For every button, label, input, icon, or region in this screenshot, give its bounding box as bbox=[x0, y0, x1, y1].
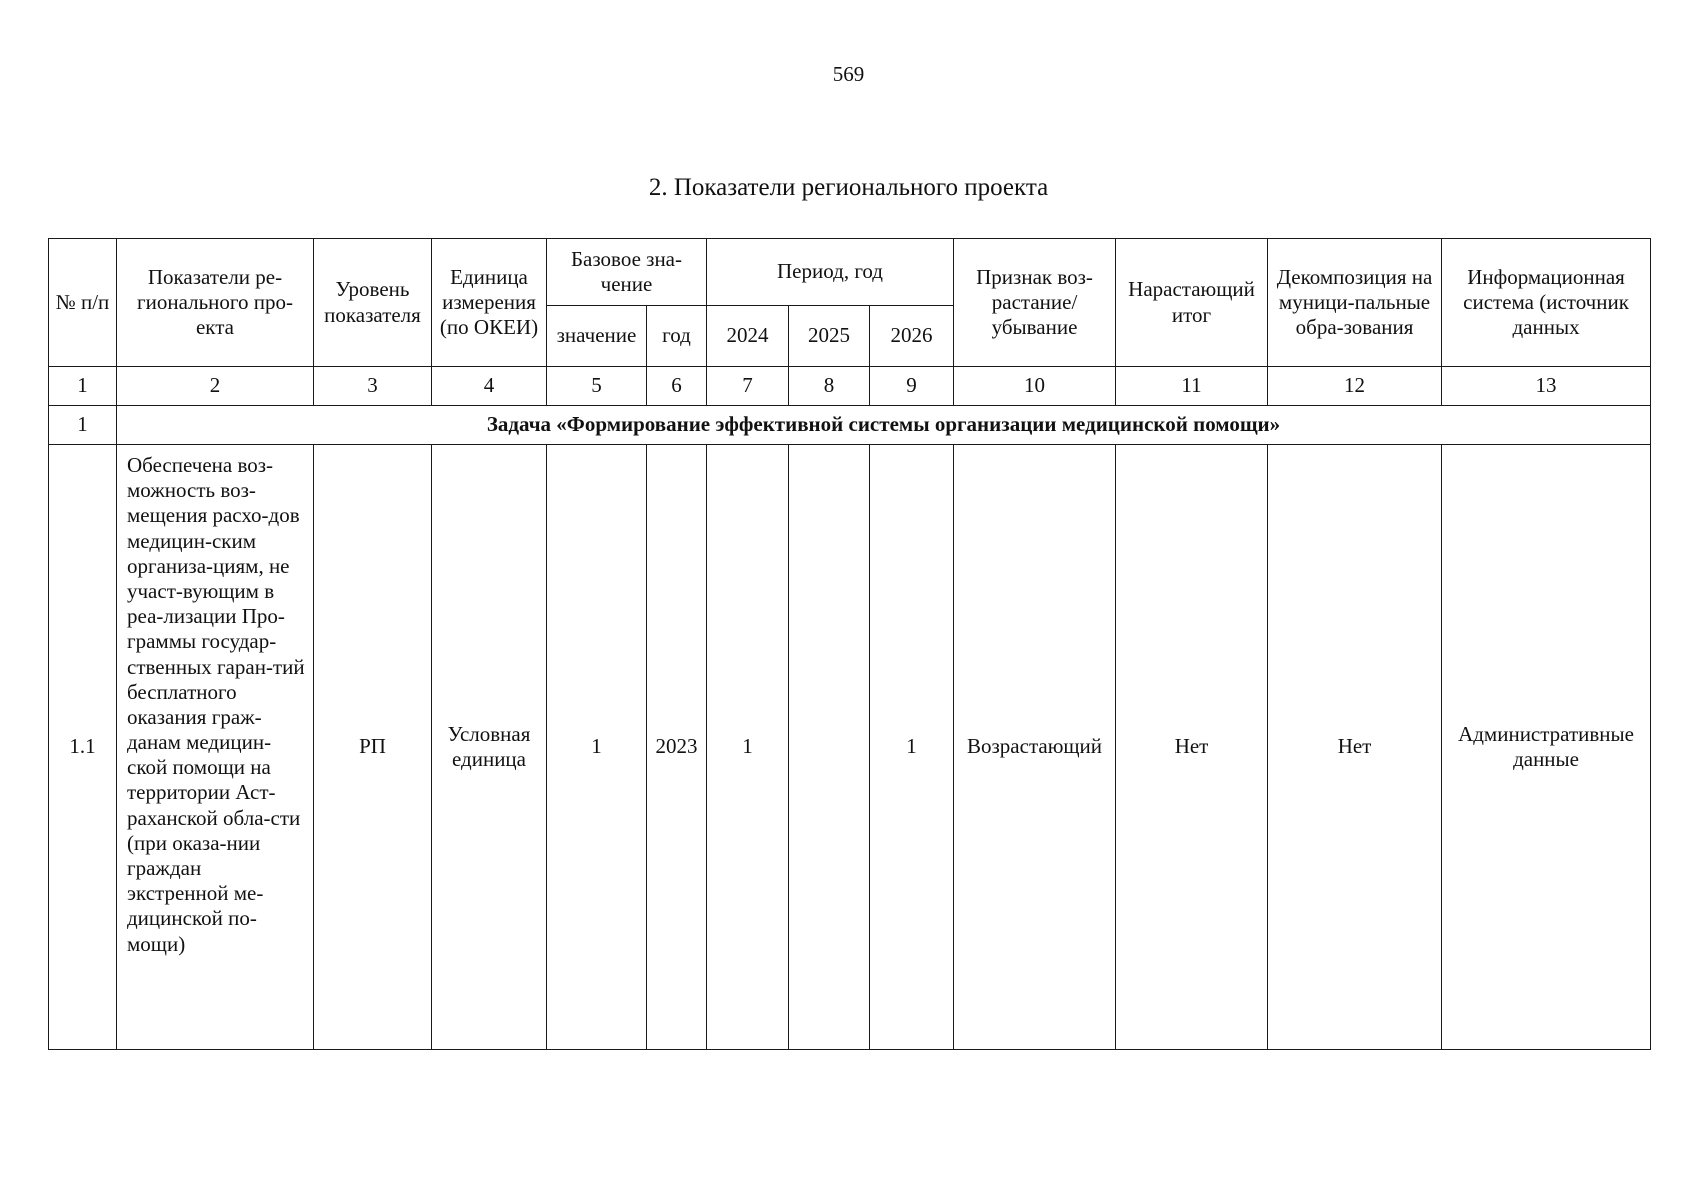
column-number: 12 bbox=[1268, 367, 1442, 406]
column-number: 4 bbox=[432, 367, 547, 406]
header-level: Уровень показателя bbox=[314, 239, 432, 367]
row-level: РП bbox=[314, 445, 432, 1050]
row-base-year: 2023 bbox=[647, 445, 707, 1050]
task-num: 1 bbox=[49, 406, 117, 445]
header-base: Базовое зна-чение bbox=[547, 239, 707, 306]
column-number: 5 bbox=[547, 367, 647, 406]
column-number: 11 bbox=[1116, 367, 1268, 406]
row-2024: 1 bbox=[707, 445, 789, 1050]
header-info-system: Информационная система (источник данных bbox=[1442, 239, 1651, 367]
row-2025 bbox=[789, 445, 870, 1050]
row-cumulative: Нет bbox=[1116, 445, 1268, 1050]
column-number: 1 bbox=[49, 367, 117, 406]
task-row bbox=[49, 406, 1651, 445]
header-cumulative: Нарастающий итог bbox=[1116, 239, 1268, 367]
header-num: № п/п bbox=[49, 239, 117, 367]
column-number: 2 bbox=[117, 367, 314, 406]
row-unit: Условная единица bbox=[432, 445, 547, 1050]
header-unit: Единица измерения (по ОКЕИ) bbox=[432, 239, 547, 367]
row-decomposition: Нет bbox=[1268, 445, 1442, 1050]
header-period: Период, год bbox=[707, 239, 954, 306]
row-base-value: 1 bbox=[547, 445, 647, 1050]
column-number: 7 bbox=[707, 367, 789, 406]
column-number: 10 bbox=[954, 367, 1116, 406]
column-number: 3 bbox=[314, 367, 432, 406]
header-base-year: год bbox=[647, 306, 707, 367]
row-num: 1.1 bbox=[49, 445, 117, 1050]
table-row bbox=[49, 445, 1651, 1050]
column-number: 13 bbox=[1442, 367, 1651, 406]
header-indicator: Показатели ре-гионального про-екта bbox=[117, 239, 314, 367]
header-base-value: значение bbox=[547, 306, 647, 367]
header-year-2026: 2026 bbox=[870, 306, 954, 367]
row-2026: 1 bbox=[870, 445, 954, 1050]
header-row-top bbox=[49, 239, 1651, 306]
column-number: 9 bbox=[870, 367, 954, 406]
section-title: 2. Показатели регионального проекта bbox=[648, 174, 1049, 201]
page-number: 569 bbox=[832, 62, 865, 86]
indicators-table bbox=[48, 238, 1651, 1050]
header-year-2025: 2025 bbox=[789, 306, 870, 367]
column-number: 8 bbox=[789, 367, 870, 406]
task-title: Задача «Формирование эффективной системы организации медицинской помощи» bbox=[117, 406, 1651, 445]
row-trend: Возрастающий bbox=[954, 445, 1116, 1050]
column-number-row bbox=[49, 367, 1651, 406]
header-trend: Признак воз-растание/ убывание bbox=[954, 239, 1116, 367]
header-year-2024: 2024 bbox=[707, 306, 789, 367]
row-indicator: Обеспечена воз-можность воз-мещения расхо-дов медицин-ским организа-циям, не участ-вующим в реа-лизации Про-граммы государ-ственных гаран-тий бесплатного оказания граж-данам медицин-ской помощи на территории Аст-раханской обла-сти (при оказа-нии граждан экстренной ме-дицинской по-мощи) bbox=[117, 445, 314, 1050]
row-info-system: Административные данные bbox=[1442, 445, 1651, 1050]
header-decomposition: Декомпозиция на муници-пальные обра-зования bbox=[1268, 239, 1442, 367]
column-number: 6 bbox=[647, 367, 707, 406]
